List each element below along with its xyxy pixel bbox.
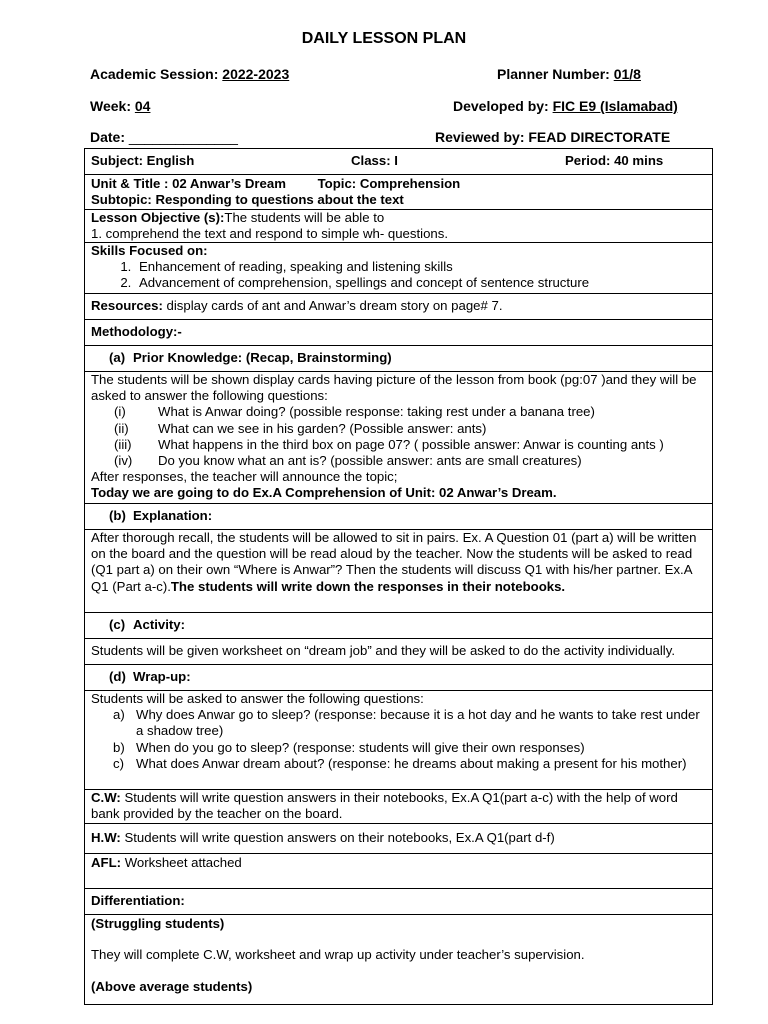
afl-row (85, 854, 712, 889)
list-item: (iii) What happens in the third box on page 07? ( possible answer: Anwar is counting ants ) (114, 436, 664, 452)
developed-by-label: Developed by: (453, 98, 549, 114)
date-value: ______________ (128, 129, 238, 145)
list-item: b) When do you go to sleep? (response: students will give their own responses) (113, 739, 585, 755)
developed-by (453, 98, 678, 115)
differentiation-details-row (85, 915, 712, 1004)
unit-title: Unit & Title : 02 Anwar’s Dream (91, 176, 286, 191)
classwork-row (85, 790, 712, 824)
academic-session (90, 66, 289, 83)
homework-text: Students will write question answers on their notebooks, Ex.A Q1(part d-f) (120, 830, 555, 846)
activity-text: Students will be given worksheet on “dream job” and they will be asked to do the activity individually. (91, 643, 675, 659)
topic: Topic: Comprehension (317, 176, 461, 191)
methodology-row (85, 320, 712, 346)
objective-item: 1. comprehend the text and respond to simple wh- questions. (91, 226, 449, 242)
explanation-heading-row (85, 504, 712, 530)
prior-knowledge-heading-row (85, 346, 712, 372)
list-item: c) What does Anwar dream about? (response: he dreams about making a present for his mother) (113, 755, 687, 771)
differentiation-row (85, 889, 712, 915)
reviewed-by-value: FEAD DIRECTORATE (528, 129, 671, 145)
wrap-up-intro: Students will be asked to answer the following questions: (91, 691, 424, 706)
prior-knowledge-intro: The students will be shown display cards having picture of the lesson from book (pg:07 )and they will be asked to answer the following questions: (91, 372, 697, 404)
objective-row (85, 210, 712, 243)
unit-row (85, 175, 712, 210)
academic-session-label: Academic Session: (90, 66, 219, 82)
developed-by-value: FIC E9 (Islamabad) (552, 98, 678, 114)
wrap-up-row (85, 691, 712, 790)
homework-row (85, 824, 712, 854)
classwork-label: C.W: (91, 790, 121, 805)
wrap-up-heading-row (85, 665, 712, 691)
objective-text: The students will be able to (224, 210, 385, 225)
prior-knowledge-announcement: Today we are going to do Ex.A Comprehension of Unit: 02 Anwar’s Dream. (91, 485, 557, 501)
differentiation-label: Differentiation: (91, 893, 185, 909)
resources-label: Resources: (91, 298, 163, 314)
date-label: Date: (90, 129, 126, 145)
afl-text: Worksheet attached (121, 855, 242, 870)
period: Period: 40 mins (565, 153, 664, 169)
prior-knowledge-questions (91, 404, 706, 469)
activity-marker: (c) (109, 617, 126, 633)
explanation-text: After thorough recall, the students will be allowed to sit in pairs. Ex. A Question 01 (part a) will be written on the board and the question will be read aloud by the teacher. Now the students will be asked to read (Q1 part a) on their own “Where is Anwar”? Then the students will discuss Q1 with his/her partner. Ex.A Q1 (Part a-c). (91, 530, 697, 594)
subtopic: Subtopic: Responding to questions about the text (91, 192, 404, 208)
date (90, 129, 238, 146)
planner-number-label: Planner Number: (497, 66, 610, 82)
activity-heading: Activity: (133, 617, 186, 633)
lesson-plan-table (84, 148, 713, 1005)
week-value: 04 (134, 98, 151, 114)
struggling-students-text: They will complete C.W, worksheet and wrap up activity under teacher’s supervision. (91, 947, 585, 963)
activity-heading-row (85, 613, 712, 639)
explanation-row (85, 530, 712, 613)
reviewed-by-label: Reviewed by: (435, 129, 525, 145)
week-label: Week: (90, 98, 131, 114)
activity-row (85, 639, 712, 665)
explanation-text-bold: The students will write down the responses in their notebooks. (170, 578, 566, 594)
planner-number (497, 66, 641, 83)
resources-text: display cards of ant and Anwar’s dream story on page# 7. (162, 298, 503, 314)
resources-row (85, 294, 712, 320)
methodology-label: Methodology:- (91, 324, 182, 340)
skills-item: 2. Advancement of comprehension, spellings and concept of sentence structure (135, 275, 706, 291)
list-item: (ii) What can we see in his garden? (Possible answer: ants) (114, 420, 487, 436)
objective-label: Lesson Objective (s): (91, 210, 225, 225)
list-item: a) Why does Anwar go to sleep? (response: because it is a hot day and he wants to take rest under a shadow tree) (113, 707, 700, 739)
struggling-students-label: (Struggling students) (91, 916, 225, 931)
homework-label: H.W: (91, 830, 121, 846)
week (90, 98, 150, 115)
academic-session-value: 2022-2023 (222, 66, 290, 82)
above-average-students-label: (Above average students) (91, 979, 253, 995)
page-title: DAILY LESSON PLAN (301, 30, 467, 47)
skills-label: Skills Focused on: (91, 243, 208, 258)
planner-number-value: 01/8 (613, 66, 641, 82)
afl-label: AFL: (91, 855, 122, 870)
subject: Subject: English (91, 153, 195, 169)
class: Class: I (351, 153, 398, 169)
explanation-marker: (b) (109, 508, 126, 524)
prior-knowledge-after: After responses, the teacher will announce the topic; (91, 469, 398, 485)
prior-knowledge-heading: Prior Knowledge: (Recap, Brainstorming) (133, 350, 392, 366)
subject-row (85, 149, 712, 175)
classwork-text: Students will write question answers in their notebooks, Ex.A Q1(part a-c) with the help of word bank provided by the teacher on the board. (91, 790, 678, 822)
prior-knowledge-marker: (a) (109, 350, 126, 366)
skills-list (91, 259, 706, 291)
wrap-up-heading: Wrap-up: (133, 669, 191, 685)
list-item: (i) What is Anwar doing? (possible response: taking rest under a banana tree) (114, 404, 595, 420)
skills-item: 1. Enhancement of reading, speaking and listening skills (135, 259, 706, 275)
prior-knowledge-row (85, 372, 712, 504)
wrap-up-marker: (d) (109, 669, 126, 685)
skills-row (85, 243, 712, 294)
reviewed-by (435, 129, 670, 146)
list-item: (iv) Do you know what an ant is? (possible answer: ants are small creatures) (114, 453, 582, 469)
wrap-up-questions (91, 707, 706, 772)
explanation-heading: Explanation: (133, 508, 213, 524)
